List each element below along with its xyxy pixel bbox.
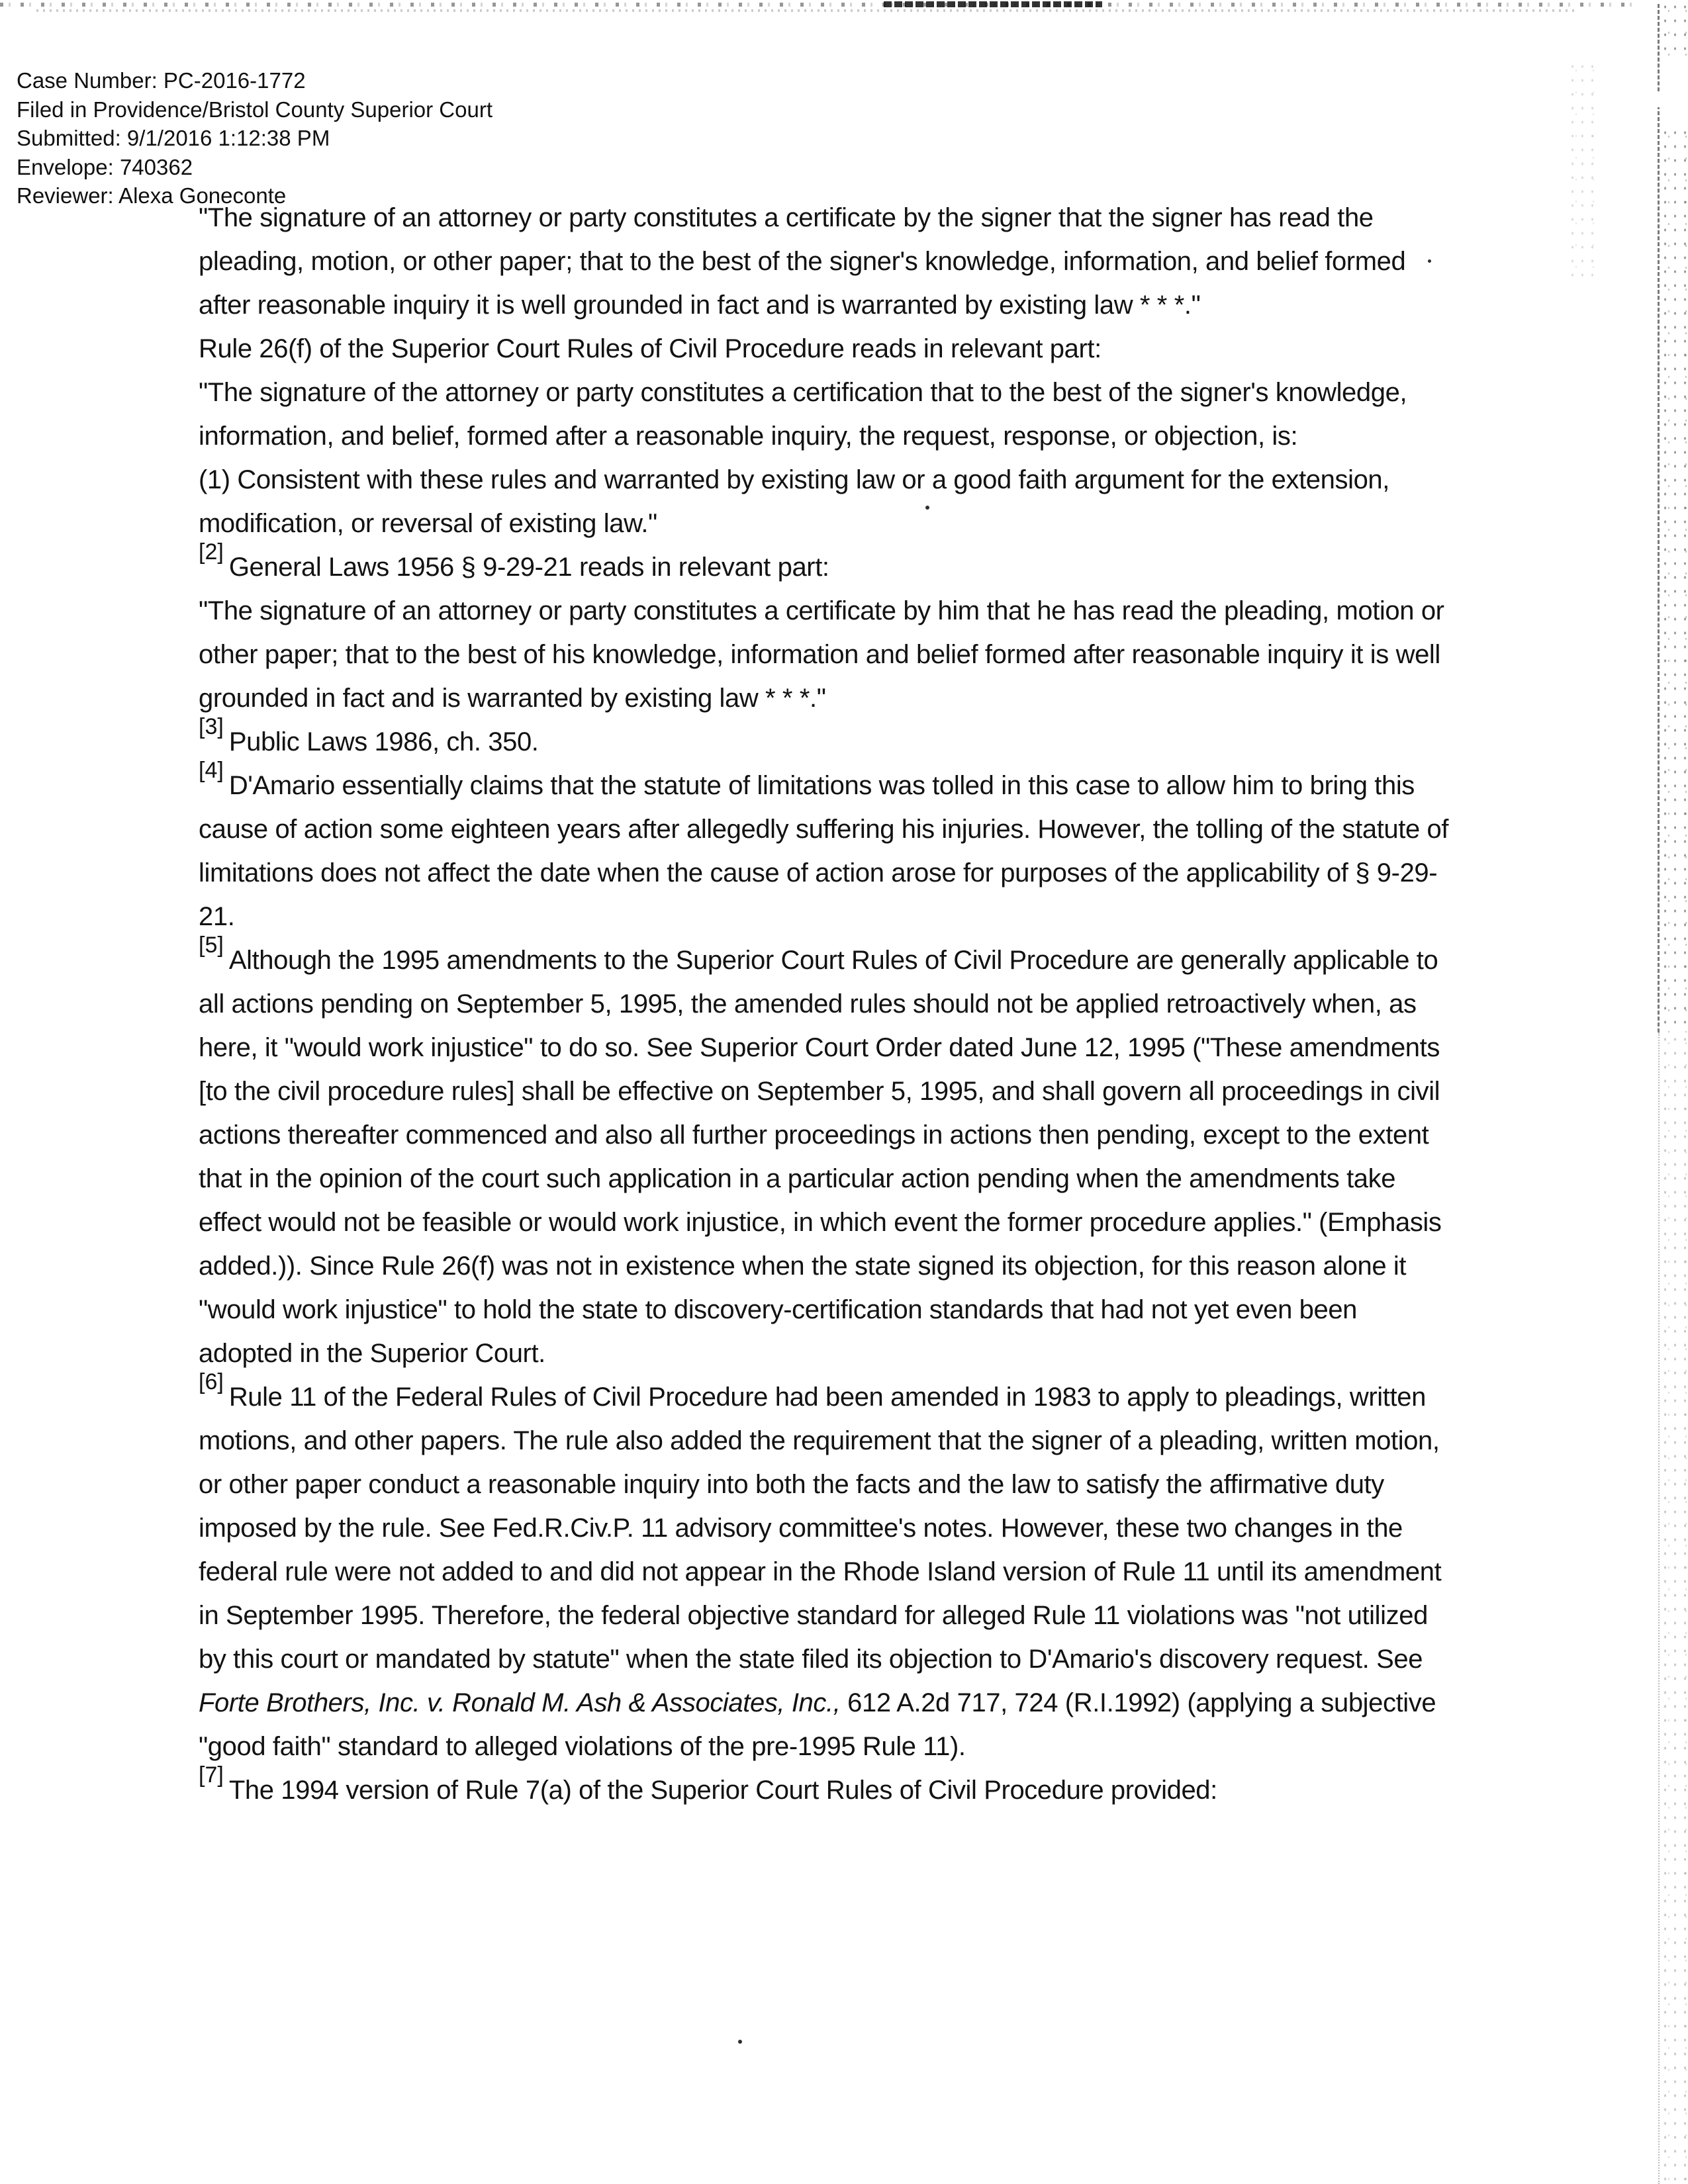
stamp-envelope: Envelope: 740362: [17, 154, 193, 179]
paragraph: [199, 1369, 1456, 1768]
text-run: D'Amario essentially claims that the statute of limitations was tolled in this case to allow him to bring this cause of action some eighteen years after allegedly suffering his injuries. However, the tolling of the statute of limitations does not affect the date when the cause of action arose for purposes of the applicability of § 9-29-21.: [199, 771, 1449, 931]
text-run: (1) Consistent with these rules and warranted by existing law or a good faith argument for the extension, modification, or reversal of existing law.": [199, 465, 1389, 538]
filing-stamp: [17, 66, 492, 210]
footnote-marker: [3]: [199, 713, 224, 739]
stamp-submitted: Submitted: 9/1/2016 1:12:38 PM: [17, 126, 330, 150]
paragraph: [199, 589, 1456, 720]
text-run: The 1994 version of Rule 7(a) of the Superior Court Rules of Civil Procedure provided:: [228, 1776, 1217, 1805]
scan-speckle-strip: [1660, 126, 1688, 1032]
footnote-marker: [6]: [199, 1369, 224, 1394]
footnote-marker: [2]: [199, 539, 224, 565]
paragraph: [199, 539, 1456, 589]
scan-noise-top-dark: [884, 1, 1102, 7]
footnote-marker: [7]: [199, 1762, 224, 1788]
scan-speckle-strip: [1660, 1032, 1688, 2184]
scan-noise-top: [0, 3, 1642, 7]
paragraph: [199, 932, 1456, 1375]
footnote-marker: [5]: [199, 932, 224, 958]
text-run: Rule 11 of the Federal Rules of Civil Procedure had been amended in 1983 to apply to pleadings, written motions, and other papers. The rule also added the requirement that the signer of a pleading, written motion, or other paper conduct a reasonable inquiry into both the facts and the law to satisfy the affirmative duty imposed by the rule. See Fed.R.Civ.P. 11 advisory committee's notes. However, these two changes in the federal rule were not added to and did not appear in the Rhode Island version of Rule 11 until its amendment in September 1995. Therefore, the federal objective standard for alleged Rule 11 violations was "not utilized by this court or mandated by statute" when the state filed its objection to D'Amario's discovery request. See: [199, 1383, 1442, 1674]
text-run: "The signature of an attorney or party constitutes a certificate by the signer that the signer has read the pleading, motion, or other paper; that to the best of the signer's knowledge, information, and belief formed after reasonable inquiry it is well grounded in fact and is warranted by existing law * * *.": [199, 203, 1406, 320]
scan-noise-top-2: [36, 9, 1579, 12]
stamp-reviewer: Reviewer: Alexa Goneconte: [17, 183, 287, 208]
footnote-marker: [4]: [199, 757, 224, 783]
scan-edge-line-gap: [1654, 91, 1663, 107]
paragraph: [199, 371, 1456, 458]
text-run: "The signature of an attorney or party constitutes a certificate by him that he has read the pleading, motion or other paper; that to the best of his knowledge, information and belief formed after reasonable inquiry it is well grounded in fact and is warranted by existing law * * *.": [199, 596, 1444, 713]
text-run: Rule 26(f) of the Superior Court Rules of Civil Procedure reads in relevant part:: [199, 334, 1102, 363]
paragraph: [199, 327, 1456, 371]
stamp-filed-court: Filed in Providence/Bristol County Superior Court: [17, 97, 492, 122]
scan-edge-line: [1658, 4, 1660, 1032]
paragraph: [199, 458, 1456, 545]
text-run: Public Laws 1986, ch. 350.: [228, 727, 539, 756]
document-body: [199, 196, 1456, 1812]
case-citation: Forte Brothers, Inc. v. Ronald M. Ash & Associates, Inc.,: [199, 1688, 841, 1717]
scan-edge-line-lower: [1658, 1032, 1660, 2184]
paragraph: [199, 1762, 1456, 1812]
text-run: Although the 1995 amendments to the Superior Court Rules of Civil Procedure are generally applicable to all actions pending on September 5, 1995, the amended rules should not be applied retroactively when, as here, it "would work injustice" to do so. See Superior Court Order dated June 12, 1995 ("These amendments [to the civil procedure rules] shall be effective on September 5, 1995, and shall govern all proceedings in civil actions thereafter commenced and also all further proceedings in actions then pending, except to the extent that in the opinion of the court such application in a particular action pending when the amendments take effect would not be feasible or would work injustice, in which event the former procedure applies." (Emphasis added.)). Since Rule 26(f) was not in existence when the state signed its objection, for this reason alone it "would work injustice" to hold the state to discovery-certification standards that had not yet even been adopted in the Superior Court.: [199, 946, 1442, 1368]
text-run: General Laws 1956 § 9-29-21 reads in relevant part:: [228, 553, 829, 582]
scan-dot-artifact: [738, 2040, 742, 2044]
text-run: "The signature of the attorney or party constitutes a certification that to the best of the signer's knowledge, information, and belief, formed after a reasonable inquiry, the request, response, or objection, is:: [199, 378, 1407, 451]
paragraph: [199, 196, 1456, 327]
stamp-case-number: Case Number: PC-2016-1772: [17, 68, 306, 93]
paragraph: [199, 757, 1456, 938]
scan-speckle-strip: [1660, 0, 1688, 56]
paragraph: [199, 713, 1456, 764]
text-run: 612 A.2d 717, 724 (R.I.1992) (applying a subjective "good faith" standard to alleged violations of the pre-1995 Rule 11).: [199, 1688, 1436, 1761]
scan-speckle-strip: [1568, 60, 1595, 285]
